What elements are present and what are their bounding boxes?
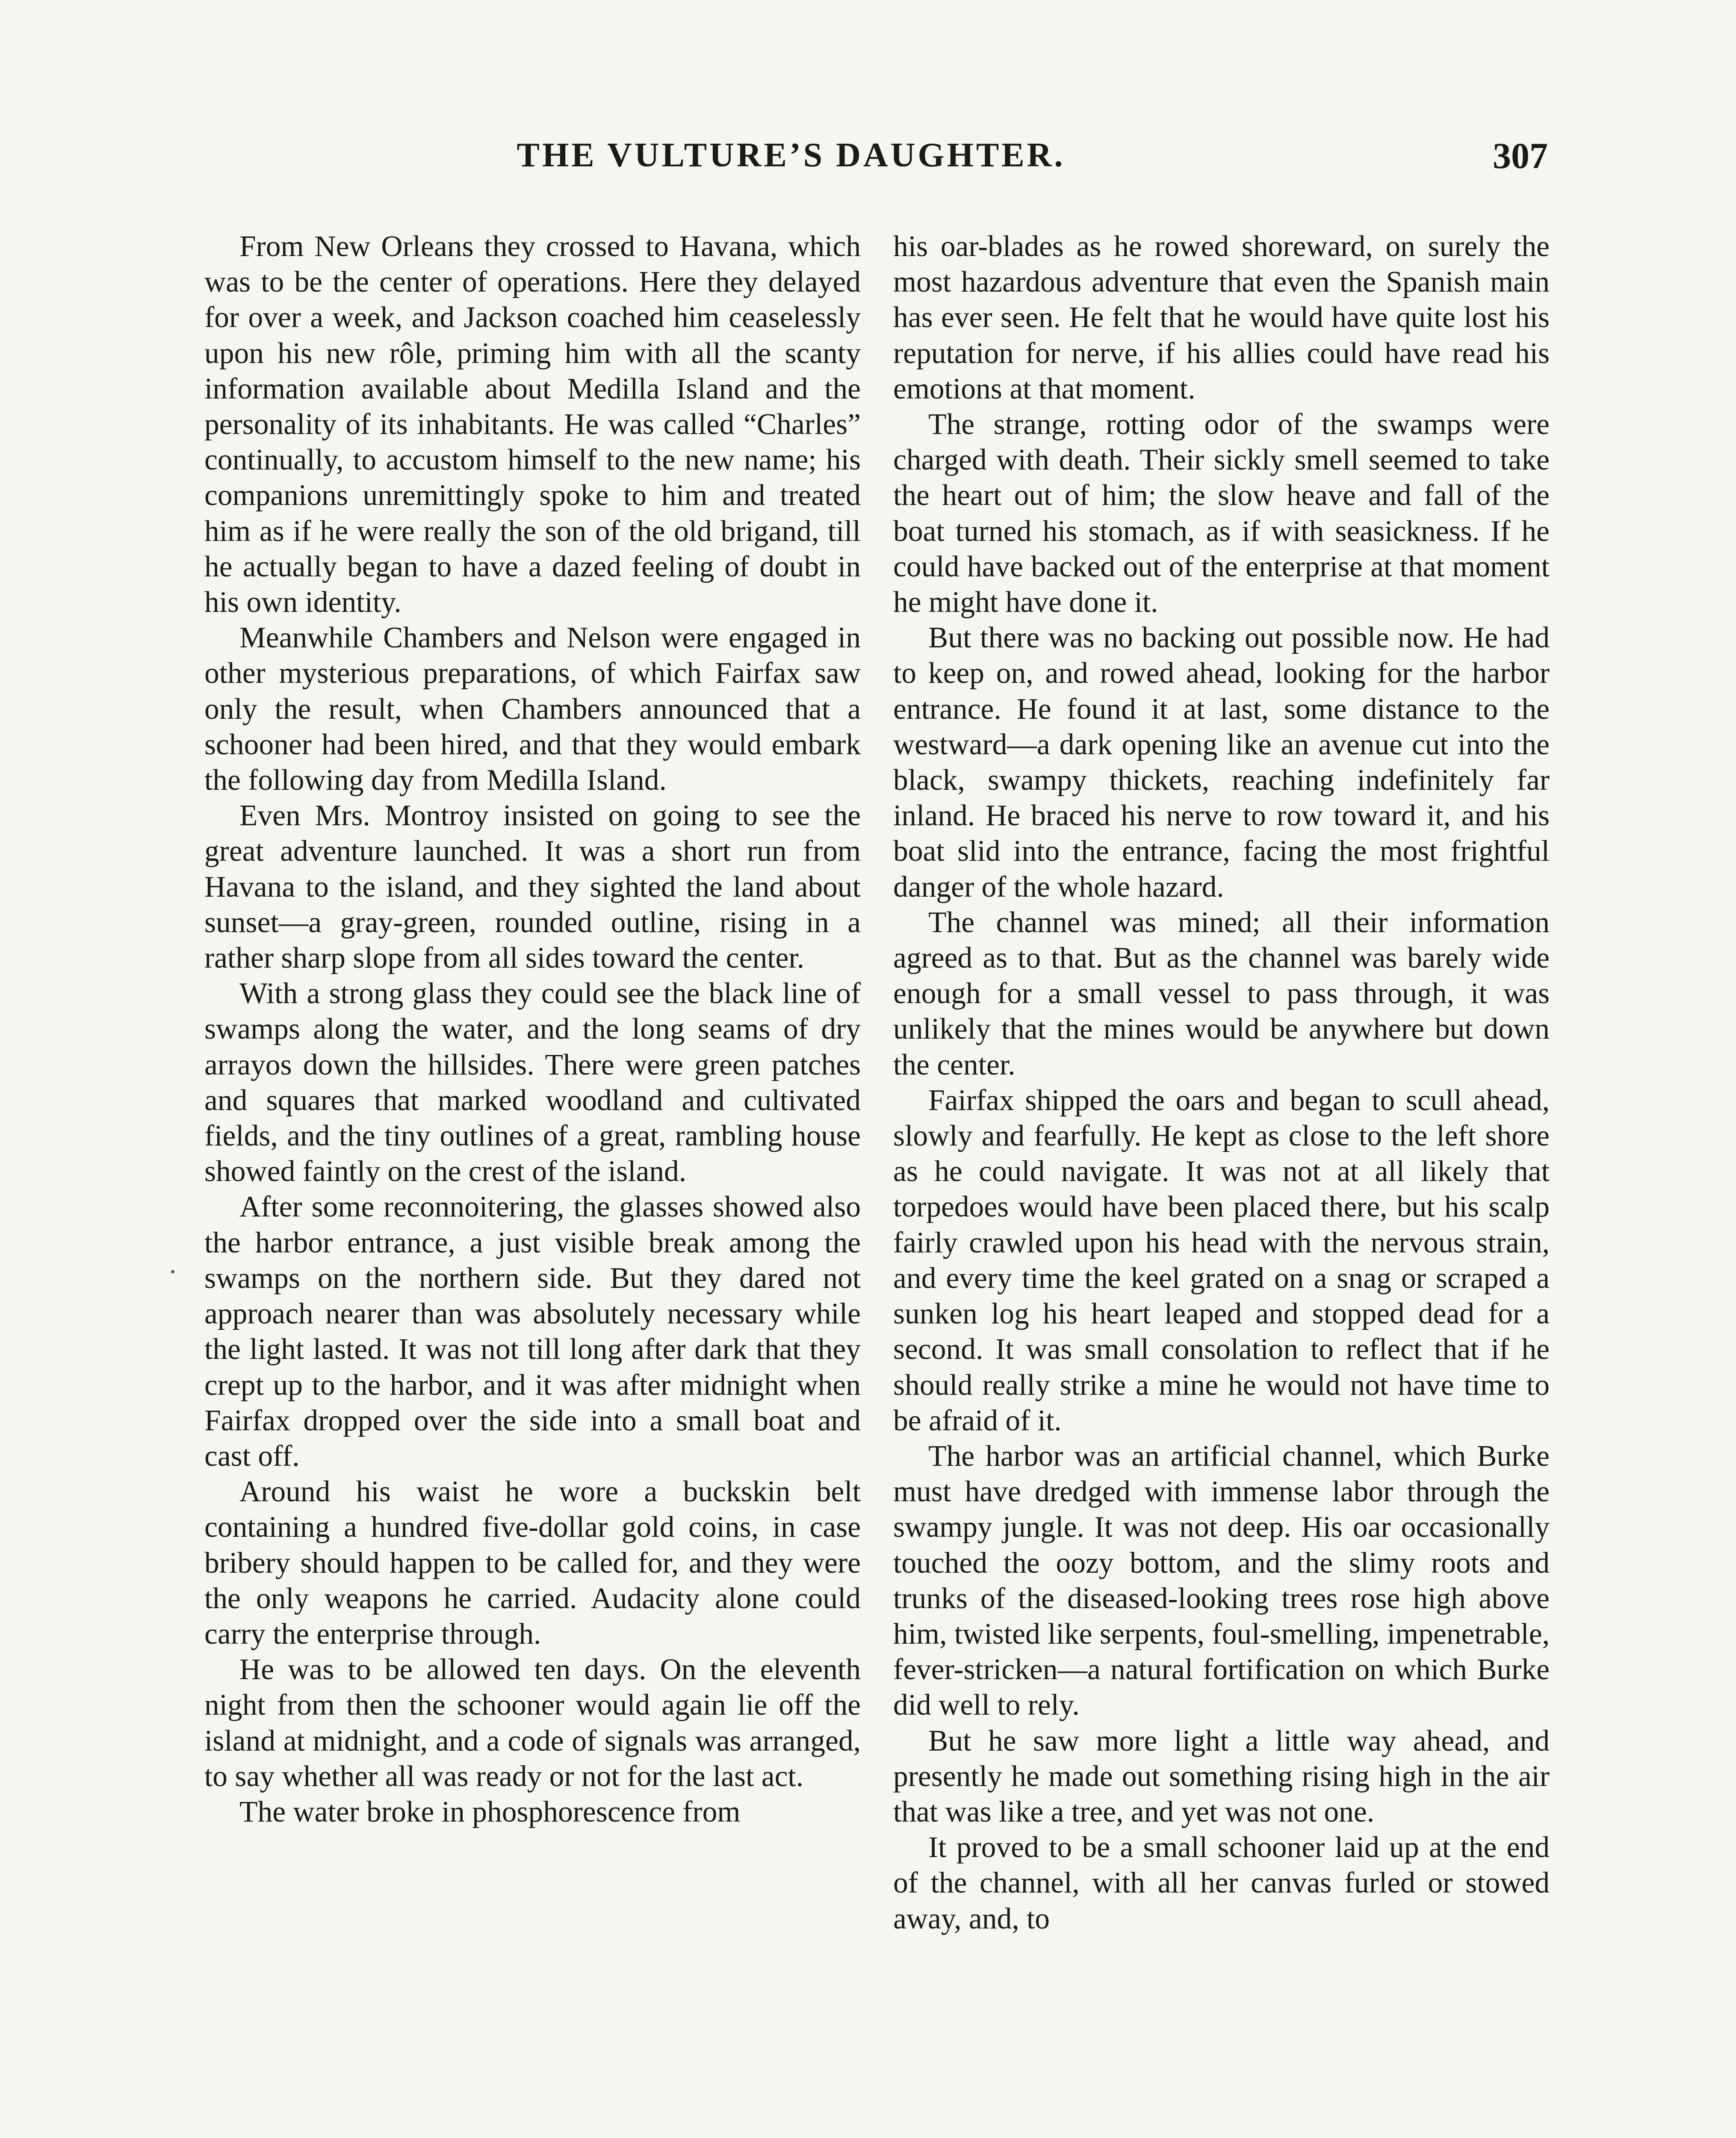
paragraph: It proved to be a small schooner laid up at the end of the channel, with all her canvas furled or stowed away, and, to — [893, 1831, 1550, 1935]
paragraph: The harbor was an artificial channel, which Burke must have dredged with immense labor through the swampy jungle. It was not deep. His oar occasionally touched the oozy bottom, and the slimy roots and trunks of the diseased-looking trees rose high above him, twisted like serpents, foul-smelling, impenetrable, fever-stricken—a natural fortification on which Burke did well to rely. — [893, 1439, 1550, 1722]
paragraph: Around his waist he wore a buckskin belt containing a hundred five-dollar gold coins, in case bribery should happen to be called for, and they were the only weapons he carried. Audacity alone could carry the enterprise through. — [204, 1475, 861, 1651]
paragraph: The strange, rotting odor of the swamps were charged with death. Their sickly smell seemed to take the heart out of him; the slow heave and fall of the boat turned his stomach, as if with seasickness. If he could have backed out of the enterprise at that moment he might have done it. — [893, 408, 1550, 619]
paragraph: his oar-blades as he rowed shoreward, on surely the most hazardous adventure that even the Spanish main has ever seen. He felt that he would have quite lost his reputation for nerve, if his allies could have read his emotions at that moment. — [893, 230, 1550, 405]
right-column — [893, 229, 1550, 1937]
paragraph: After some reconnoitering, the glasses showed also the harbor entrance, a just visible break among the swamps on the northern side. But they dared not approach nearer than was absolutely necessary while the light lasted. It was not till long after dark that they crept up to the harbor, and it was after midnight when Fairfax dropped over the side into a small boat and cast off. — [204, 1190, 861, 1473]
paragraph: The channel was mined; all their information agreed as to that. But as the channel was barely wide enough for a small vessel to pass through, it was unlikely that the mines would be anywhere but down the center. — [893, 906, 1550, 1081]
running-title: THE VULTURE’S DAUGHTER. — [517, 136, 1066, 174]
page-header — [201, 136, 1548, 196]
paragraph: But there was no backing out possible now. He had to keep on, and rowed ahead, looking for the harbor entrance. He found it at last, some distance to the westward—a dark opening like an avenue cut into the black, swampy thickets, reaching indefinitely far inland. He braced his nerve to row toward it, and his boat slid into the entrance, facing the most frightful danger of the whole hazard. — [893, 621, 1550, 904]
paragraph: Even Mrs. Montroy insisted on going to see the great adventure launched. It was a short run from Havana to the island, and they sighted the land about sunset—a gray-green, rounded outline, rising in a rather sharp slope from all sides toward the center. — [204, 799, 861, 975]
paragraph: Meanwhile Chambers and Nelson were engaged in other mysterious preparations, of which Fairfax saw only the result, when Chambers announced that a schooner had been hired, and that they would embark the following day from Medilla Island. — [204, 621, 861, 797]
page-number: 307 — [1493, 135, 1548, 176]
paragraph: He was to be allowed ten days. On the eleventh night from then the schooner would again lie off the island at midnight, and a code of signals was arranged, to say whether all was ready or not for the last act. — [204, 1653, 861, 1793]
paragraph: Fairfax shipped the oars and began to scull ahead, slowly and fearfully. He kept as close to the left shore as he could navigate. It was not at all likely that torpedoes would have been placed there, but his scalp fairly crawled upon his head with the nervous strain, and every time the keel grated on a snag or scraped a sunken log his heart leaped and stopped dead for a second. It was small consolation to reflect that if he should really strike a mine he would not have time to be afraid of it. — [893, 1084, 1550, 1437]
paragraph: But he saw more light a little way ahead, and presently he made out something rising high in the air that was like a tree, and yet was not one. — [893, 1724, 1550, 1828]
paragraph: The water broke in phosphorescence from — [239, 1795, 741, 1828]
paragraph: From New Orleans they crossed to Havana, which was to be the center of operations. Here they delayed for over a week, and Jackson coached him ceaselessly upon his new rôle, priming him with all the scanty information available about Medilla Island and the personality of its inhabitants. He was called “Charles” continually, to accustom himself to the new name; his companions unremittingly spoke to him and treated him as if he were really the son of the old brigand, till he actually began to have a dazed feeling of doubt in his own identity. — [204, 230, 861, 619]
ink-speck — [171, 1270, 174, 1273]
paragraph: With a strong glass they could see the black line of swamps along the water, and the long seams of dry arrayos down the hillsides. There were green patches and squares that marked woodland and cultivated fields, and the tiny outlines of a great, rambling house showed faintly on the crest of the island. — [204, 977, 861, 1188]
left-column — [204, 229, 861, 1830]
